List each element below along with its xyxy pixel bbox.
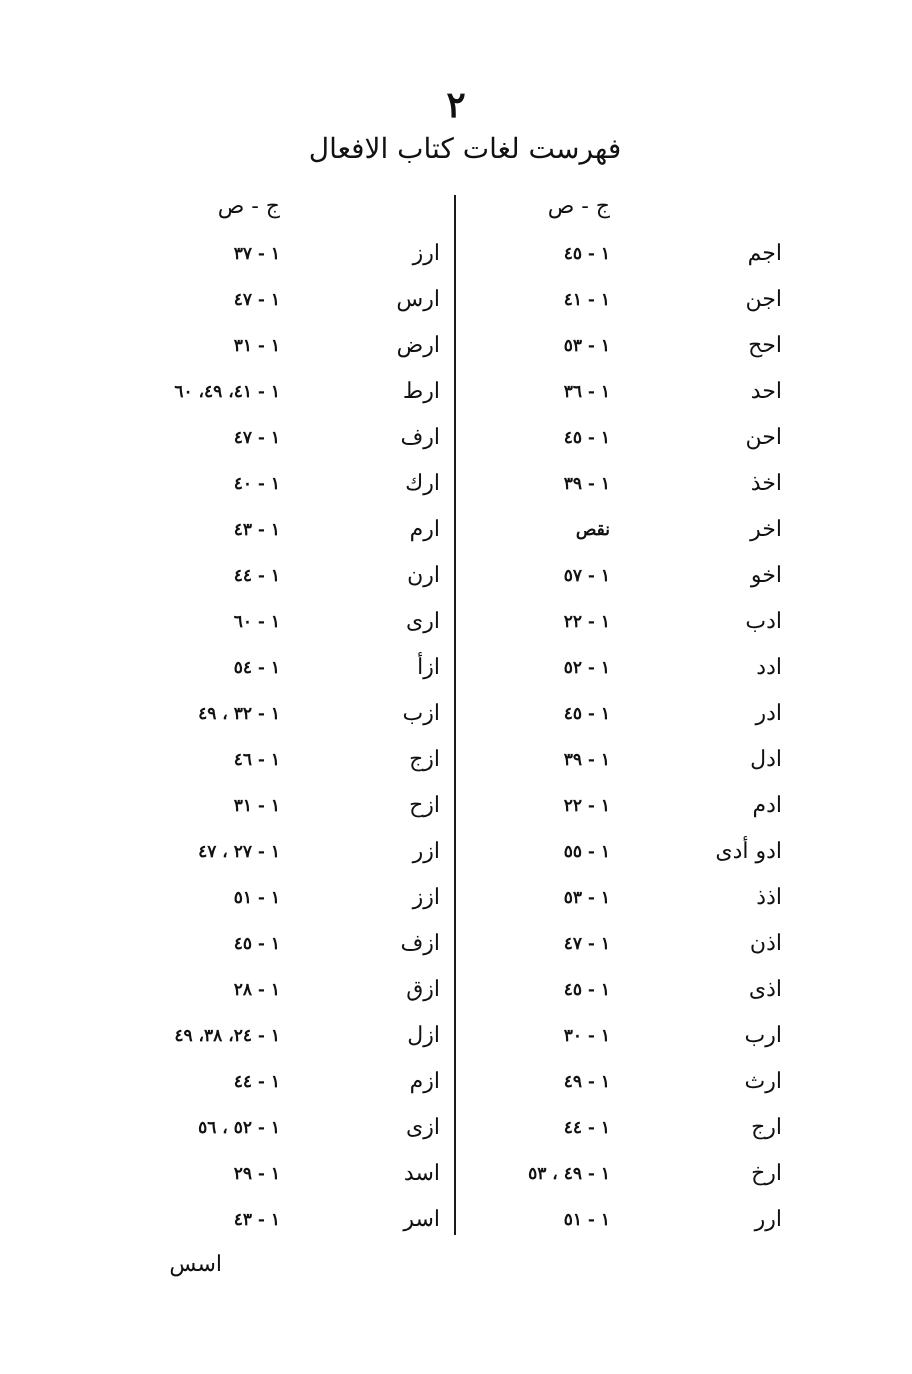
entry-ref-left: ١ - ٢٨ [233, 980, 280, 1000]
entry-word-left: ازج [409, 747, 440, 772]
index-row [0, 512, 912, 558]
entry-ref-left: ١ - ٣١ [233, 336, 280, 356]
entry-word-right: ادو أدى [715, 839, 782, 864]
index-row [0, 328, 912, 374]
entry-word-left: ازى [406, 1115, 440, 1140]
index-row [0, 1202, 912, 1248]
entry-ref-left: ١ - ٢٩ [233, 1164, 280, 1184]
entry-word-right: اخر [750, 517, 782, 542]
entry-word-left: ازل [407, 1023, 440, 1048]
entry-word-right: ارب [744, 1023, 782, 1048]
entry-ref-right: ١ - ٣٠ [563, 1026, 610, 1046]
entry-ref-left: ١ - ٤٣ [233, 520, 280, 540]
entry-ref-right: ١ - ٤٥ [563, 428, 610, 448]
entry-word-right: اجم [747, 241, 782, 266]
entry-word-left: ارم [409, 517, 440, 542]
entry-ref-left: ١ - ٤٤ [233, 566, 280, 586]
entry-ref-left: ١ - ٢٧ ، ٤٧ [198, 842, 280, 862]
entry-word-left: ازب [402, 701, 440, 726]
index-row [0, 420, 912, 466]
index-row [0, 926, 912, 972]
entry-word-left: ارك [405, 471, 440, 496]
entry-word-left: ارس [396, 287, 440, 312]
entry-word-left: ارف [400, 425, 440, 450]
entry-word-right: ارث [744, 1069, 782, 1094]
entry-word-left: ارى [406, 609, 440, 634]
entry-word-left: ازم [409, 1069, 440, 1094]
entry-ref-left: ١ - ٣٧ [233, 244, 280, 264]
entry-word-left: اسد [403, 1161, 440, 1186]
entry-ref-right: ١ - ٥٢ [563, 658, 610, 678]
index-row [0, 374, 912, 420]
entry-ref-right: ١ - ٤٥ [563, 244, 610, 264]
entry-ref-right: ١ - ٤٩ [563, 1072, 610, 1092]
entry-ref-left: ١ - ٥١ [233, 888, 280, 908]
entry-word-right: اخذ [750, 471, 782, 496]
entry-word-left: ارن [407, 563, 440, 588]
index-row [0, 742, 912, 788]
entry-word-right: ارخ [751, 1161, 782, 1186]
entry-ref-left: ١ - ٥٢ ، ٥٦ [198, 1118, 280, 1138]
index-row [0, 1064, 912, 1110]
index-row [0, 650, 912, 696]
entry-word-left: اسر [403, 1207, 440, 1232]
entry-word-right: اخو [750, 563, 782, 588]
entry-word-right: اذن [749, 931, 782, 956]
index-row [0, 282, 912, 328]
entry-ref-right: ١ - ٤٩ ، ٥٣ [528, 1164, 610, 1184]
entry-word-right: اذى [748, 977, 782, 1002]
trailing-entry: اسس [169, 1252, 222, 1277]
column-header-right: ج - ص [547, 194, 610, 219]
entry-word-right: ادم [752, 793, 782, 818]
entry-ref-right: ١ - ٢٢ [563, 796, 610, 816]
entry-word-right: اذذ [756, 885, 782, 910]
entry-ref-right: ١ - ٤٥ [563, 980, 610, 1000]
entry-word-right: ارر [754, 1207, 782, 1232]
entry-ref-left: ١ - ٤٥ [233, 934, 280, 954]
entry-ref-right: ١ - ٥١ [563, 1210, 610, 1230]
entry-ref-left: ١ - ٤٧ [233, 428, 280, 448]
column-header-left: ج - ص [217, 194, 280, 219]
entry-word-left: ازف [400, 931, 440, 956]
entry-ref-right: ١ - ٥٣ [563, 336, 610, 356]
entry-word-left: ارط [402, 379, 440, 404]
page-number: ٢ [446, 84, 466, 126]
entry-word-right: اجن [745, 287, 782, 312]
entry-word-right: ادد [756, 655, 782, 680]
entry-word-left: ازق [406, 977, 440, 1002]
entry-ref-right: ١ - ٥٥ [563, 842, 610, 862]
index-row [0, 1018, 912, 1064]
entry-word-right: احح [748, 333, 782, 358]
entry-word-right: ادب [745, 609, 782, 634]
index-row [0, 972, 912, 1018]
entry-word-left: ازح [409, 793, 440, 818]
index-row [0, 880, 912, 926]
entry-ref-left: ١ - ٤٠ [233, 474, 280, 494]
entry-ref-left: ١ - ٥٤ [233, 658, 280, 678]
index-row [0, 466, 912, 512]
entry-ref-left: ١ - ٤٤ [233, 1072, 280, 1092]
entry-ref-left: ١ - ٤٦ [233, 750, 280, 770]
entry-ref-right: نقص [575, 520, 610, 540]
entry-ref-right: ١ - ٢٢ [563, 612, 610, 632]
entry-ref-right: ١ - ٤٥ [563, 704, 610, 724]
index-table [0, 236, 912, 1248]
page-title: فهرست لغات كتاب الافعال [308, 132, 622, 165]
entry-ref-right: ١ - ٥٧ [563, 566, 610, 586]
entry-word-left: ارز [412, 241, 440, 266]
entry-ref-right: ١ - ٣٦ [563, 382, 610, 402]
entry-word-left: ازز [412, 885, 440, 910]
entry-ref-right: ١ - ٣٩ [563, 750, 610, 770]
entry-ref-right: ١ - ٤١ [563, 290, 610, 310]
entry-word-left: ارض [396, 333, 440, 358]
index-row [0, 696, 912, 742]
entry-ref-left: ١ - ٤١، ٤٩، ٦٠ [174, 382, 280, 402]
entry-ref-left: ١ - ٢٤، ٣٨، ٤٩ [174, 1026, 280, 1046]
entry-ref-right: ١ - ٣٩ [563, 474, 610, 494]
index-row [0, 558, 912, 604]
index-row [0, 788, 912, 834]
entry-word-left: ازأ [417, 655, 440, 680]
entry-ref-right: ١ - ٤٤ [563, 1118, 610, 1138]
index-row [0, 1110, 912, 1156]
entry-ref-left: ١ - ٦٠ [233, 612, 280, 632]
index-row [0, 604, 912, 650]
index-row [0, 1156, 912, 1202]
entry-word-right: ادل [750, 747, 782, 772]
entry-ref-right: ١ - ٤٧ [563, 934, 610, 954]
index-row [0, 834, 912, 880]
entry-ref-left: ١ - ٣١ [233, 796, 280, 816]
entry-ref-left: ١ - ٤٣ [233, 1210, 280, 1230]
entry-word-right: احد [750, 379, 782, 404]
entry-word-right: ارج [751, 1115, 782, 1140]
entry-ref-right: ١ - ٥٣ [563, 888, 610, 908]
entry-word-right: ادر [755, 701, 782, 726]
entry-word-right: احن [745, 425, 782, 450]
entry-ref-left: ١ - ٤٧ [233, 290, 280, 310]
entry-word-left: ازر [412, 839, 440, 864]
index-row [0, 236, 912, 282]
entry-ref-left: ١ - ٣٢ ، ٤٩ [198, 704, 280, 724]
